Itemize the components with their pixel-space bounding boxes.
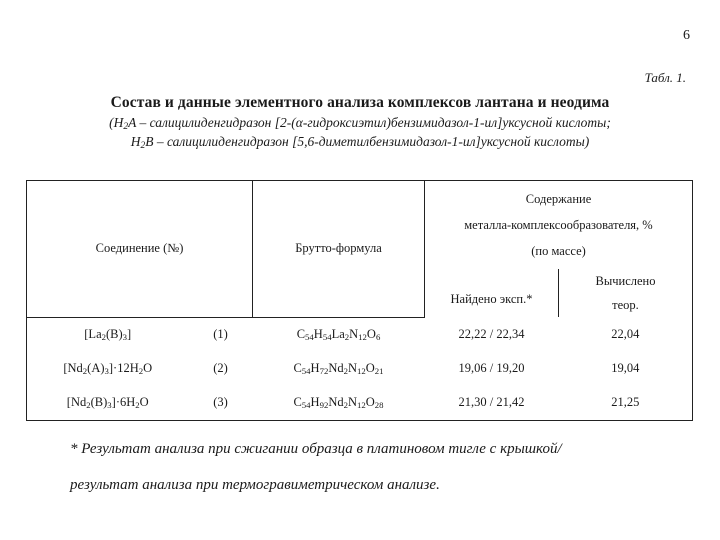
table-row (27, 386, 693, 421)
header-calc-line-1: Вычислено (595, 274, 656, 288)
compound-number: (2) (213, 361, 228, 375)
header-content-line-2: металла-комплексообразователя, % (464, 218, 653, 232)
compound-cell: $[La_2(B)_3]$ (27, 317, 189, 352)
page-number: 6 (683, 28, 690, 43)
header-calc-line-2: теор. (612, 298, 639, 312)
table-row (27, 352, 693, 386)
theor-value: 22,04 (559, 317, 693, 352)
header-content (425, 181, 693, 270)
found-value: 19,06 / 19,20 (458, 361, 525, 375)
composition-table (26, 180, 693, 421)
header-content-line-1: Содержание (525, 192, 592, 206)
subtitle-line-1: ($H_2A$ – салицилиденгидразон [2-(α-гидроксиэтил)бензимидазол-1-ил]уксусной кислоты; (109, 115, 611, 132)
footnote-line-2: результат анализа при термогравиметрическом анализе. (70, 477, 440, 493)
table-title: Состав и данные элементного анализа комплексов лантана и неодима (110, 94, 610, 111)
found-value: 21,30 / 21,42 (425, 386, 559, 421)
footnote-line-1: * Результат анализа при сжигании образца в платиновом тигле с крышкой/ (70, 441, 562, 457)
header-calculated (559, 269, 693, 317)
header-formula: Брутто-формула (253, 181, 425, 318)
formula-cell: $C_{54}H_{54}La_2N_{12}O_6$ (296, 327, 381, 342)
header-compound: Соединение (№) (27, 181, 253, 318)
found-value: 22,22 / 22,34 (458, 326, 525, 341)
theor-value: 21,25 (559, 386, 693, 421)
compound-number: (3) (189, 386, 253, 421)
compound-number: (1) (213, 327, 228, 341)
table-row (27, 317, 693, 352)
theor-value: 19,04 (559, 352, 693, 386)
table-label: Табл. 1. (644, 70, 686, 85)
formula-cell: $C_{54}H_{92}Nd_2N_{12}O_{28}$ (253, 386, 425, 421)
formula-cell: $C_{54}H_{72}Nd_2N_{12}O_{21}$ (293, 361, 384, 376)
header-content-line-3: (по массе) (531, 244, 586, 258)
compound-cell: $[Nd_2(B)_3]\cdot 6H_2O$ (27, 386, 189, 421)
subtitle-line-2: $H_2B$ – салицилиденгидразон [5,6-диметилбензимидазол-1-ил]уксусной кислоты) (130, 134, 590, 151)
compound-cell: $[Nd_2(A)_3]\cdot 12H_2O$ (27, 352, 189, 386)
header-found: Найдено эксп.* (425, 269, 559, 317)
